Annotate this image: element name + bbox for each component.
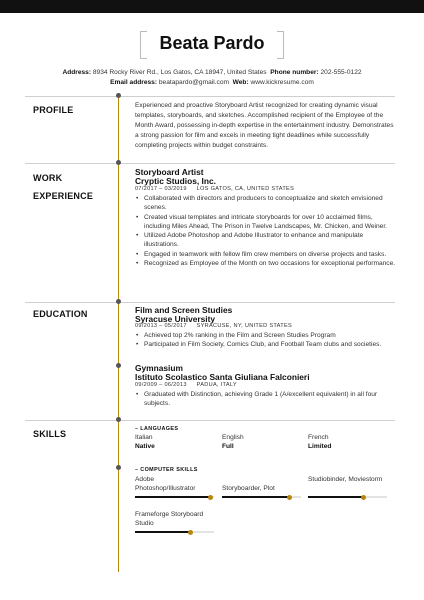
skill-level-fill xyxy=(135,531,190,533)
timeline-dot xyxy=(116,465,121,470)
timeline-dot xyxy=(116,363,121,368)
edu-dates-2: 09/2009 – 06/2013 xyxy=(135,382,187,388)
list-item: • Graduated with Distinction, achieving Grade 1 (A/excellent equivalent) in all four subjects. xyxy=(135,390,397,409)
job-bullets xyxy=(135,194,397,268)
timeline-dot xyxy=(116,299,121,304)
skill-level-bar xyxy=(222,496,301,498)
email-label: Email address: xyxy=(110,79,158,86)
divider xyxy=(25,163,395,164)
edu-school-2: Istituto Scolastico Santa Giuliana Falconieri xyxy=(135,372,310,382)
email-value[interactable]: beatapardo@gmail.com xyxy=(158,79,229,86)
skill-level-knob xyxy=(188,530,193,535)
edu-degree-2: Gymnasium xyxy=(135,363,183,373)
skill-level-bar xyxy=(135,496,214,498)
edu-degree-1: Film and Screen Studies xyxy=(135,305,233,315)
job-dates: 07/2017 – 03/2019 xyxy=(135,186,187,192)
phone-value: 202-555-0122 xyxy=(320,69,362,76)
skill-level-bar xyxy=(135,531,214,533)
divider xyxy=(25,96,395,97)
language-level: Native xyxy=(135,442,155,450)
divider xyxy=(25,420,395,421)
job-title: Storyboard Artist xyxy=(135,167,204,177)
computer-skill-name: Studiobinder, Moviestorm xyxy=(308,476,383,483)
skill-level-fill xyxy=(222,496,289,498)
language-name: French xyxy=(308,434,329,441)
language-skill xyxy=(135,434,155,451)
language-skill xyxy=(308,434,331,451)
profile-summary: Experienced and proactive Storyboard Artist recognized for creating dynamic visual templates, storyboards, and sketches. Accomplished recipient of the Employee of the Month Award, possessing in-depth expertise in the entertainment industry. Demonstrates a strong passion for film and excels in meeting tight deadlines while successfully completing projects within budget constraints. xyxy=(135,102,394,149)
edu-location-2: PADUA, ITALY xyxy=(196,382,237,388)
edu-meta-2 xyxy=(135,382,237,388)
language-skill xyxy=(222,434,244,451)
header-bar xyxy=(0,0,424,13)
candidate-name: Beata Pardo xyxy=(159,33,265,53)
divider xyxy=(25,302,395,303)
job-meta xyxy=(135,186,294,192)
timeline-dot xyxy=(116,160,121,165)
web-label: Web: xyxy=(232,79,249,86)
list-item: • Recognized as Employee of the Month on two occasions for exceptional performance. xyxy=(135,259,397,268)
list-item: • Engaged in teamwork with fellow film crew members on diverse projects and tasks. xyxy=(135,250,397,259)
list-item: • Collaborated with directors and producers to conceptualize and sketch envisioned scenes. xyxy=(135,194,397,213)
web-value[interactable]: www.kickresume.com xyxy=(250,79,314,86)
edu-meta-1 xyxy=(135,323,292,329)
skill-level-fill xyxy=(135,496,210,498)
computer-skill-name: Adobe Photoshop/Illustrator xyxy=(135,476,196,492)
section-title-profile: PROFILE xyxy=(33,105,74,115)
edu-bullets-1 xyxy=(135,331,397,350)
contact-line-2 xyxy=(0,79,424,86)
edu-bullets-2 xyxy=(135,390,397,409)
skills-languages-heading: – LANGUAGES xyxy=(135,426,179,432)
edu-dates-1: 09/2013 – 05/2017 xyxy=(135,323,187,329)
language-name: Italian xyxy=(135,434,153,441)
edu-school-1: Syracuse University xyxy=(135,314,216,324)
list-item: • Participated in Film Society, Comics Club, and Football Team clubs and societies. xyxy=(135,340,397,349)
list-item: • Created visual templates and intricate storyboards for over 10 acclaimed films, including Miles Ahead, The Prison in Twelve Landscapes, Mr. Chicken, and Weiner. xyxy=(135,213,397,232)
skill-level-bar xyxy=(308,496,387,498)
skill-level-fill xyxy=(308,496,363,498)
address-label: Address: xyxy=(62,69,92,76)
language-level: Limited xyxy=(308,442,332,450)
edu-location-1: SYRACUSE, NY, UNITED STATES xyxy=(196,323,293,329)
computer-skill-name: Frameforge Storyboard Studio xyxy=(135,511,204,527)
skill-level-knob xyxy=(361,495,366,500)
name-frame xyxy=(140,30,284,60)
language-name: English xyxy=(222,434,244,441)
job-company: Cryptic Studios, Inc. xyxy=(135,176,216,186)
section-title-work: WORK xyxy=(33,173,63,183)
skills-computer-heading: – COMPUTER SKILLS xyxy=(135,467,198,473)
contact-line-1 xyxy=(0,69,424,76)
job-location: LOS GATOS, CA, UNITED STATES xyxy=(196,186,295,192)
section-title-skills: SKILLS xyxy=(33,429,67,439)
address-value: 8934 Rocky River Rd., Los Gatos, CA 18947, United States xyxy=(92,69,267,76)
section-title-work-2: EXPERIENCE xyxy=(33,191,94,201)
language-level: Full xyxy=(222,442,234,450)
timeline-dot xyxy=(116,93,121,98)
list-item: • Utilized Adobe Photoshop and Adobe Illustrator to enhance and manipulate illustrations. xyxy=(135,231,397,250)
section-title-education: EDUCATION xyxy=(33,309,88,319)
phone-label: Phone number: xyxy=(270,69,319,76)
timeline-dot xyxy=(116,417,121,422)
skill-level-knob xyxy=(208,495,213,500)
list-item: • Achieved top 2% ranking in the Film and Screen Studies Program xyxy=(135,331,397,340)
computer-skill-name: Storyboarder, Plot xyxy=(222,485,275,492)
skill-level-knob xyxy=(287,495,292,500)
